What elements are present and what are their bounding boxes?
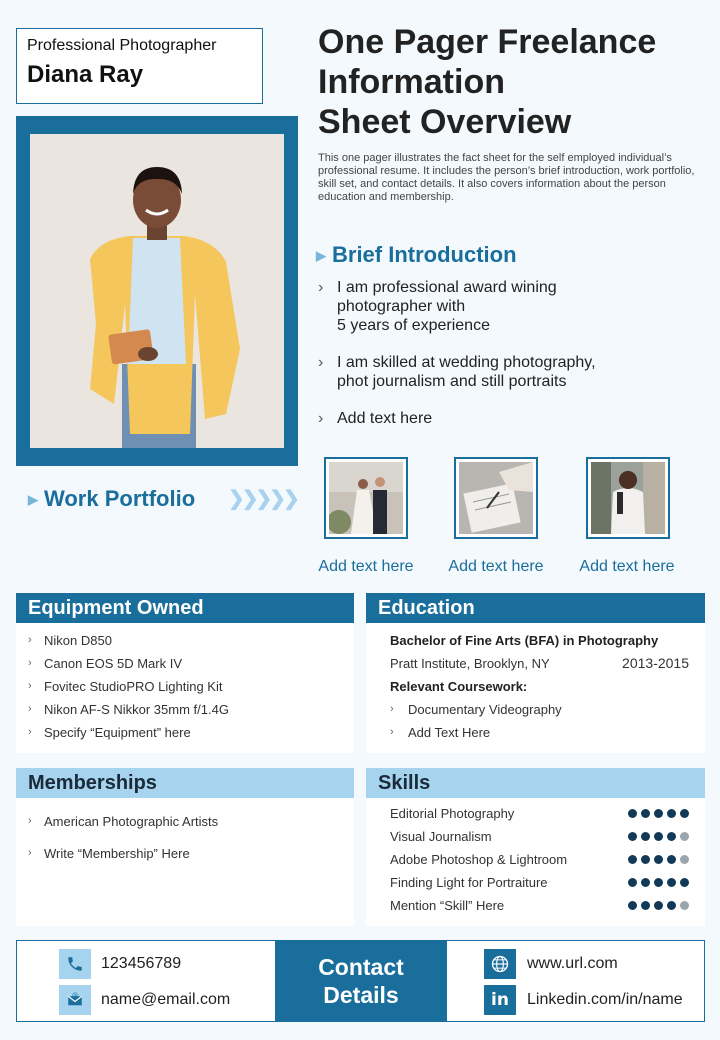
- rating-dot: [654, 855, 663, 864]
- coursework-label: Relevant Coursework:: [390, 679, 528, 694]
- chevron-right-icon: ›: [28, 815, 32, 827]
- rating-dot: [641, 878, 650, 887]
- portfolio-caption: Add text here: [318, 558, 414, 575]
- contact-section: [16, 940, 705, 1022]
- list-item: › Write “Membership” Here: [28, 842, 354, 865]
- school: Pratt Institute, Brooklyn, NY: [390, 656, 550, 671]
- name-box: [16, 28, 263, 104]
- email-address[interactable]: name@email.com: [101, 991, 231, 1008]
- skill-row: [390, 894, 689, 917]
- skill-label: Adobe Photoshop & Lightroom: [390, 852, 568, 867]
- education-years: 2013-2015: [622, 655, 689, 671]
- education-heading: Education: [366, 593, 705, 623]
- equipment-heading: Equipment Owned: [16, 593, 354, 623]
- rating-dot: [654, 832, 663, 841]
- arrow-right-icon: ▶: [28, 492, 38, 508]
- job-role: Professional Photographer: [27, 37, 217, 54]
- education-panel: [366, 593, 705, 753]
- chevron-right-icon: ›: [318, 279, 324, 296]
- skill-row: [390, 802, 689, 825]
- rating-dot: [667, 901, 676, 910]
- list-item: › Nikon D850: [28, 629, 354, 652]
- portfolio-caption: Add text here: [448, 558, 544, 575]
- chevron-right-icon: ›: [28, 726, 32, 738]
- skills-heading: Skills: [366, 768, 705, 798]
- skill-rating: [628, 809, 689, 818]
- degree: Bachelor of Fine Arts (BFA) in Photography: [390, 633, 659, 648]
- rating-dot: [680, 809, 689, 818]
- rating-dot: [641, 832, 650, 841]
- skills-panel: [366, 768, 705, 926]
- skill-label: Finding Light for Portraiture: [390, 875, 548, 890]
- skill-label: Editorial Photography: [390, 806, 515, 821]
- skill-row: [390, 848, 689, 871]
- rating-dot: [628, 832, 637, 841]
- list-item: › Add text here: [318, 410, 433, 427]
- page-description: This one pager illustrates the fact sheet for the self employed individual’s professional resume. It includes the person’s brief introduction, work portfolio, skill set, and contact details. It also covers information about the person education and membership.: [318, 152, 695, 203]
- phone-icon: [59, 949, 91, 979]
- list-item: › Fovitec StudioPRO Lighting Kit: [28, 675, 354, 698]
- intro-heading: ▶ Brief Introduction: [316, 242, 517, 267]
- chevron-right-icon: ›: [28, 680, 32, 692]
- intro-list: [318, 278, 708, 446]
- email-icon: [59, 985, 91, 1015]
- list-item: › Specify “Equipment” here: [28, 721, 354, 744]
- rating-dot: [667, 809, 676, 818]
- rating-dot: [680, 878, 689, 887]
- portfolio-thumb-writing[interactable]: [454, 457, 538, 539]
- rating-dot: [680, 832, 689, 841]
- chevron-right-icon: ›: [28, 657, 32, 669]
- portfolio-thumb-portrait[interactable]: [586, 457, 670, 539]
- list-item: › I am professional award wining photographer with 5 years of experience: [318, 279, 557, 334]
- profile-photo: [30, 134, 284, 448]
- rating-dot: [667, 855, 676, 864]
- memberships-heading: Memberships: [16, 768, 354, 798]
- skill-row: [390, 825, 689, 848]
- chevron-right-icon: ›: [390, 726, 394, 738]
- memberships-panel: [16, 768, 354, 926]
- linkedin-url[interactable]: Linkedin.com/in/name: [527, 991, 683, 1008]
- contact-details-label: Contact Details: [275, 940, 447, 1022]
- rating-dot: [667, 878, 676, 887]
- rating-dot: [641, 809, 650, 818]
- skill-label: Mention “Skill” Here: [390, 898, 505, 913]
- chevron-right-icon: ›: [28, 703, 32, 715]
- skill-label: Visual Journalism: [390, 829, 492, 844]
- globe-icon: [484, 949, 516, 979]
- rating-dot: [628, 809, 637, 818]
- portfolio-thumb-wedding[interactable]: [324, 457, 408, 539]
- chevron-right-icon: ›: [318, 410, 324, 427]
- rating-dot: [654, 809, 663, 818]
- chevron-right-icon: ›: [28, 847, 32, 859]
- equipment-panel: [16, 593, 354, 753]
- chevron-right-icon: ›: [318, 354, 324, 371]
- rating-dot: [667, 832, 676, 841]
- rating-dot: [680, 901, 689, 910]
- rating-dot: [628, 878, 637, 887]
- arrow-right-icon: ▶: [316, 248, 326, 264]
- chevron-right-icon: ›: [390, 703, 394, 715]
- profile-photo-frame: [16, 116, 298, 466]
- rating-dot: [628, 901, 637, 910]
- rating-dot: [654, 901, 663, 910]
- skill-rating: [628, 901, 689, 910]
- rating-dot: [641, 855, 650, 864]
- skill-rating: [628, 832, 689, 841]
- linkedin-icon: in: [484, 985, 516, 1015]
- list-item: › Add Text Here: [390, 721, 689, 744]
- phone-number[interactable]: 123456789: [101, 955, 182, 972]
- website-url[interactable]: www.url.com: [527, 955, 618, 972]
- rating-dot: [654, 878, 663, 887]
- list-item: › Canon EOS 5D Mark IV: [28, 652, 354, 675]
- list-item: › I am skilled at wedding photography, phot journalism and still portraits: [318, 354, 596, 390]
- skill-rating: [628, 878, 689, 887]
- portfolio-caption: Add text here: [579, 558, 675, 575]
- list-item: › Nikon AF-S Nikkor 35mm f/1.4G: [28, 698, 354, 721]
- rating-dot: [680, 855, 689, 864]
- chevron-right-icon: ›: [28, 634, 32, 646]
- portfolio-heading: ▶ Work Portfolio: [28, 486, 196, 511]
- skill-rating: [628, 855, 689, 864]
- rating-dot: [641, 901, 650, 910]
- list-item: › American Photographic Artists: [28, 810, 354, 833]
- person-name: Diana Ray: [27, 61, 144, 88]
- page-title: One Pager Freelance Information Sheet Overview: [318, 23, 657, 141]
- list-item: › Documentary Videography: [390, 698, 689, 721]
- svg-text:@: @: [72, 992, 78, 999]
- chevrons-decoration-icon: ❯❯❯❯❯: [228, 488, 297, 510]
- rating-dot: [628, 855, 637, 864]
- skill-row: [390, 871, 689, 894]
